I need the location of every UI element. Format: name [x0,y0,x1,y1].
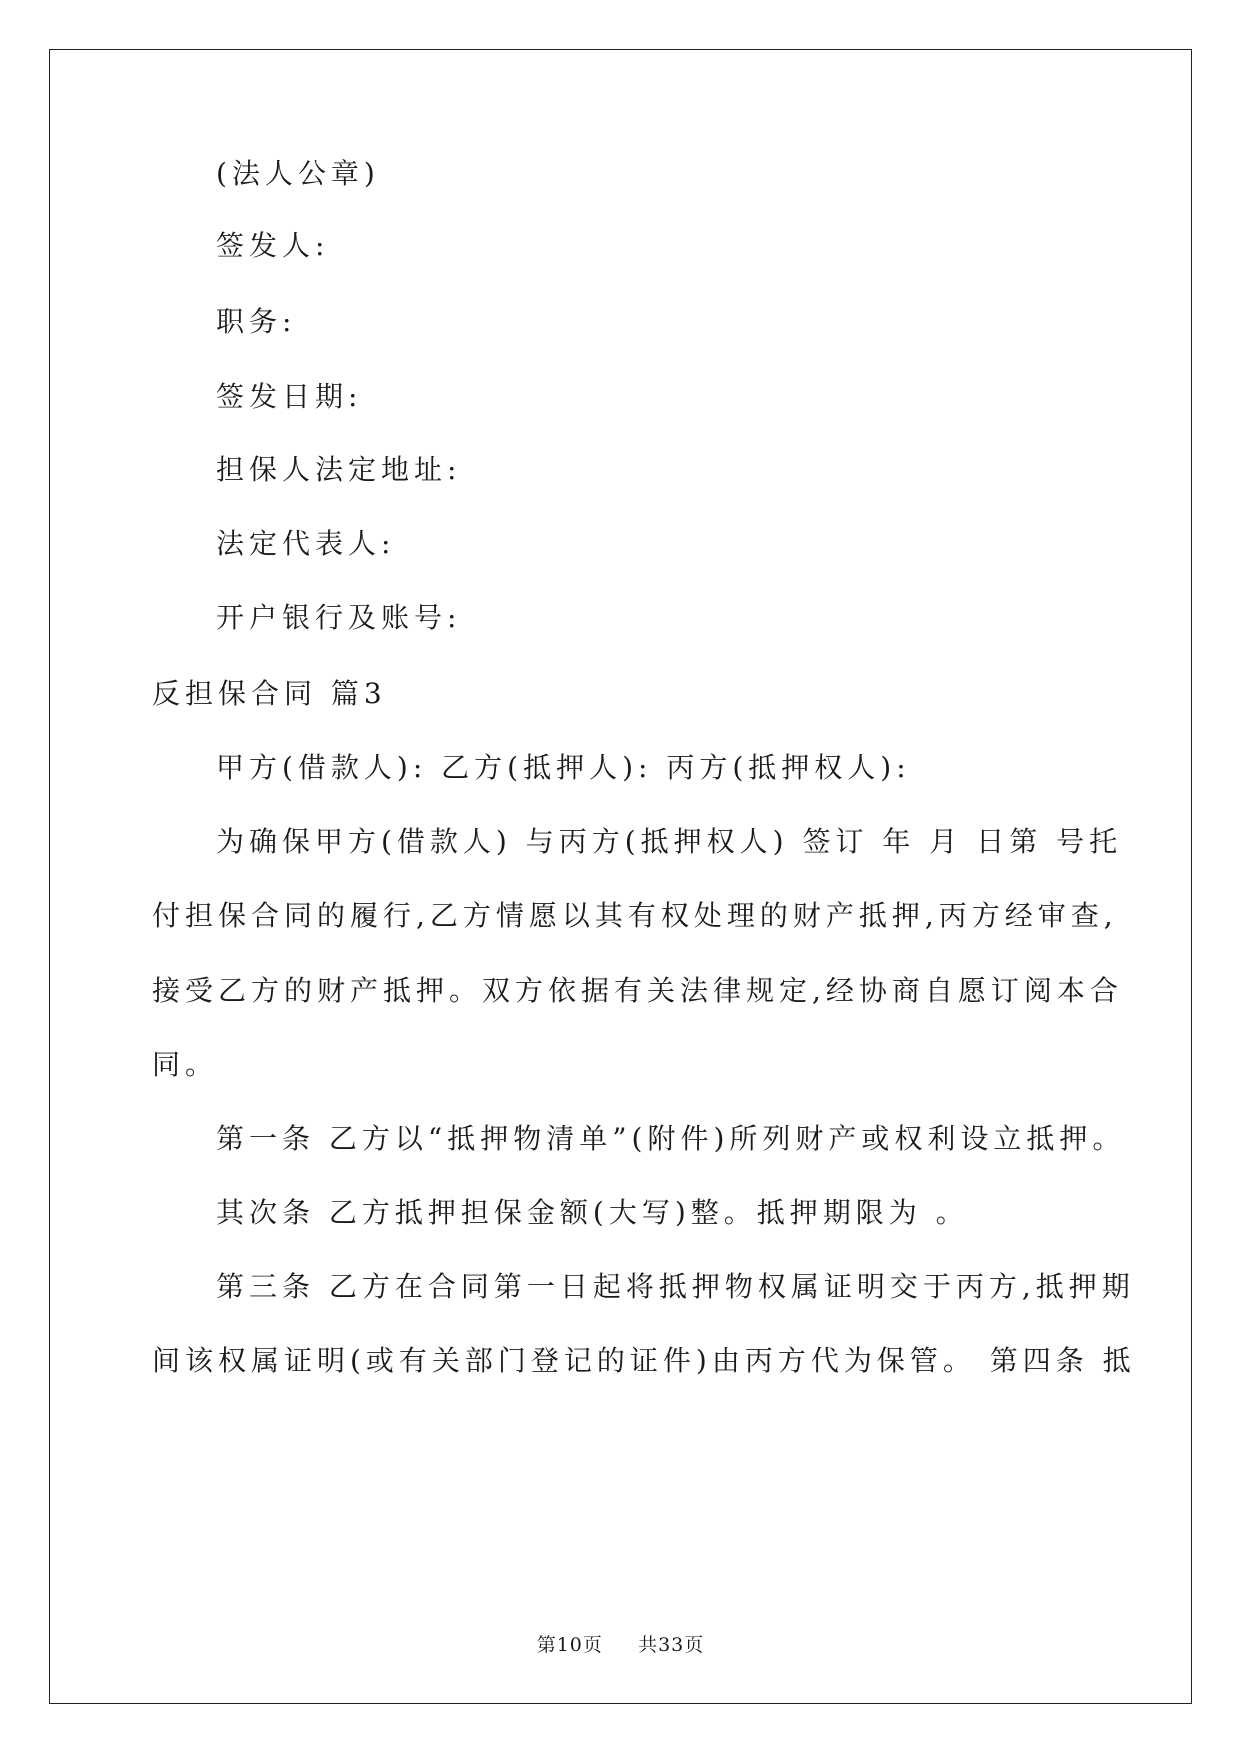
article-3-line-1: 第三条 乙方在合同第一日起将抵押物权属证明交于丙方,抵押期 [216,1270,1135,1303]
preamble-line-3: 接受乙方的财产抵押。双方依据有关法律规定,经协商自愿订阅本合 [152,974,1123,1007]
company-seal-line: (法人公章) [216,157,380,190]
preamble-line-2: 付担保合同的履行,乙方情愿以其有权处理的财产抵押,丙方经审查, [152,899,1118,932]
guarantor-address-line: 担保人法定地址: [216,453,462,486]
page-border [49,49,1192,1704]
issue-date-line: 签发日期: [216,380,363,413]
page-number: 第10页 [536,1634,603,1656]
preamble-line-4: 同。 [152,1048,219,1081]
page-total: 共33页 [638,1634,705,1656]
article-2: 其次条 乙方抵押担保金额(大写)整。抵押期限为 。 [216,1196,969,1229]
preamble-line-1: 为确保甲方(借款人) 与丙方(抵押权人) 签订 年 月 日第 号托 [216,825,1123,858]
section-heading: 反担保合同 篇3 [152,677,387,710]
article-1: 第一条 乙方以“抵押物清单”(附件)所列财产或权利设立抵押。 [216,1122,1126,1155]
parties-line: 甲方(借款人): 乙方(抵押人): 丙方(抵押权人): [216,751,911,784]
issuer-line: 签发人: [216,229,330,262]
bank-account-line: 开户银行及账号: [216,601,462,634]
page-footer [0,1636,1241,1655]
legal-representative-line: 法定代表人: [216,527,396,560]
position-line: 职务: [216,305,297,338]
article-3-line-2: 间该权属证明(或有关部门登记的证件)由丙方代为保管。 第四条 抵 [152,1344,1136,1377]
